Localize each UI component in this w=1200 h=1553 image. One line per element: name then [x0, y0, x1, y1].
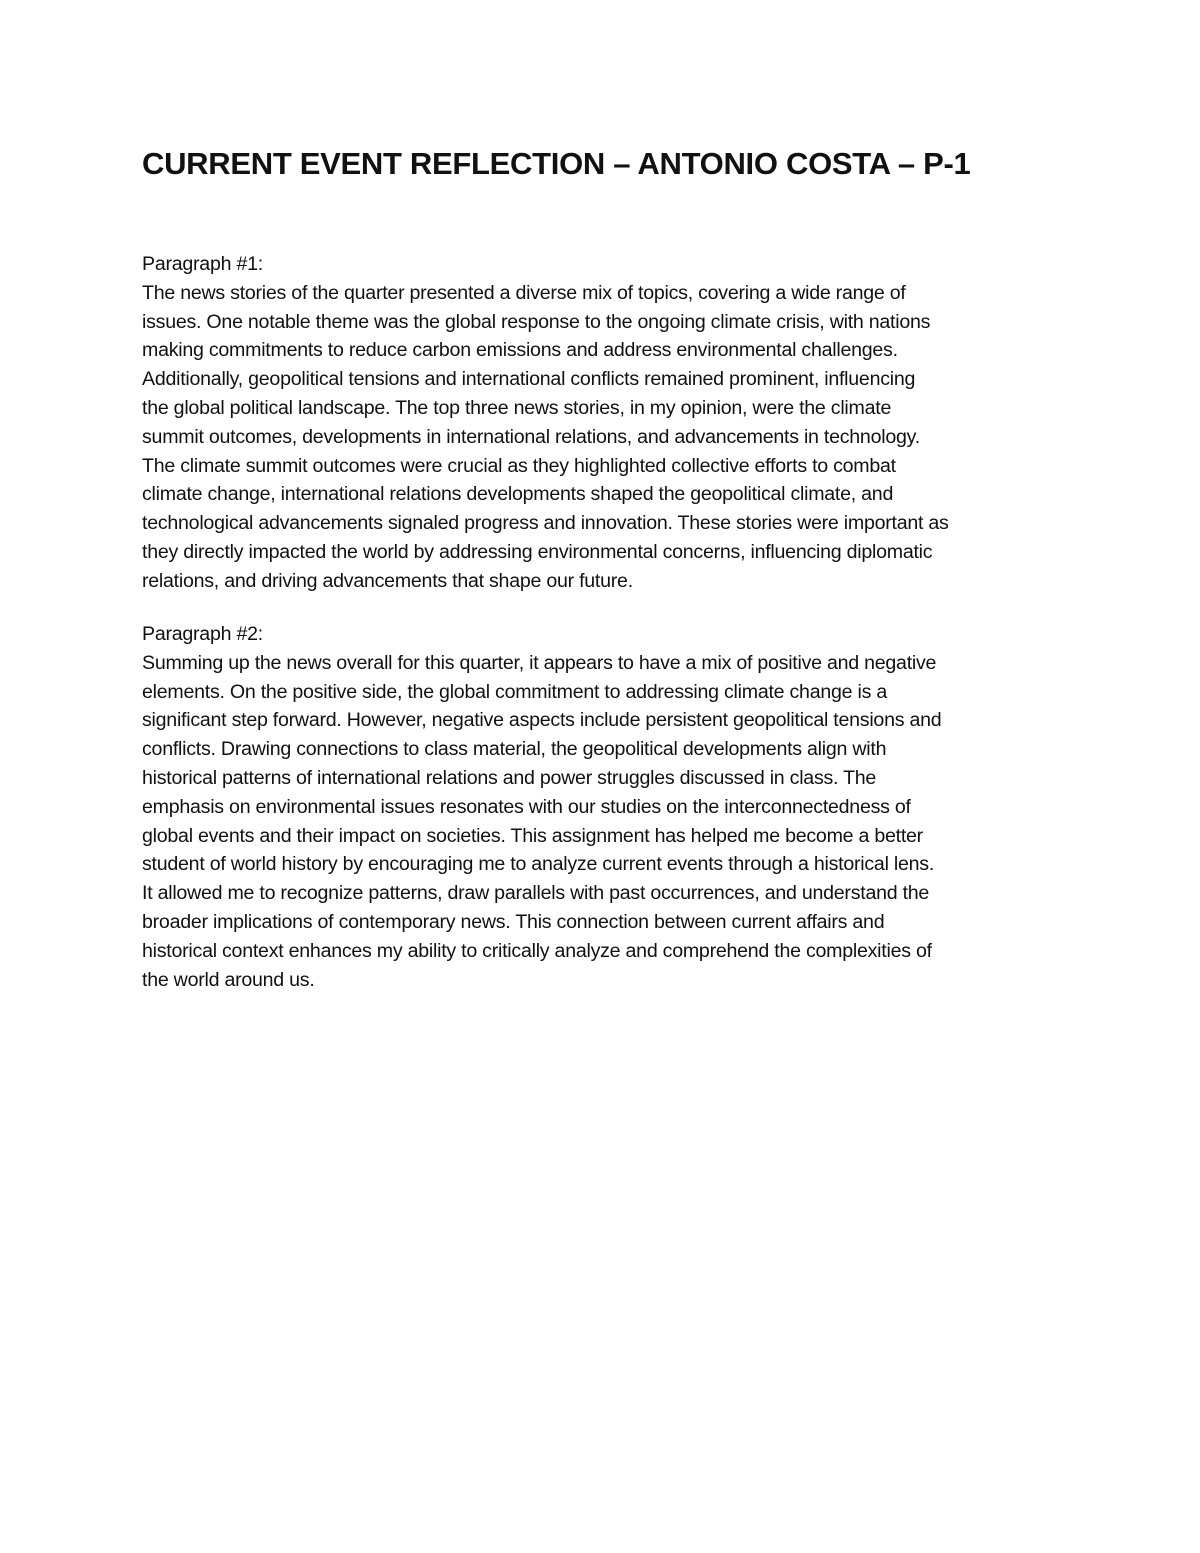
paragraph-2 — [142, 620, 1072, 994]
document-title: CURRENT EVENT REFLECTION – ANTONIO COSTA – P-1 — [142, 146, 971, 181]
paragraph-heading: Paragraph #2: — [142, 623, 263, 645]
paragraph-line: technological advancements signaled progress and innovation. These stories were important as — [142, 512, 949, 535]
paragraph-line: relations, and driving advancements that shape our future. — [142, 569, 633, 592]
paragraph-line: elements. On the positive side, the global commitment to addressing climate change is a — [142, 680, 887, 703]
paragraph-line: the global political landscape. The top three news stories, in my opinion, were the climate — [142, 396, 892, 419]
paragraph-heading: Paragraph #1: — [142, 253, 263, 275]
paragraph-line: Summing up the news overall for this quarter, it appears to have a mix of positive and negative — [142, 651, 937, 674]
paragraph-line: global events and their impact on societies. This assignment has helped me become a better — [142, 824, 923, 847]
paragraph-line: Additionally, geopolitical tensions and international conflicts remained prominent, influencing — [142, 368, 916, 391]
paragraph-line: student of world history by encouraging me to analyze current events through a historical lens. — [142, 853, 935, 876]
paragraph-line: emphasis on environmental issues resonates with our studies on the interconnectedness of — [142, 795, 911, 818]
paragraph-line: historical patterns of international relations and power struggles discussed in class. The — [142, 766, 877, 789]
paragraph-1 — [142, 250, 1072, 596]
paragraph-line: the world around us. — [142, 968, 315, 991]
paragraph-line: significant step forward. However, negative aspects include persistent geopolitical tensions and — [142, 709, 942, 732]
paragraph-line: summit outcomes, developments in international relations, and advancements in technology. — [142, 425, 920, 448]
paragraph-line: The news stories of the quarter presented a diverse mix of topics, covering a wide range of — [142, 281, 906, 304]
paragraph-line: issues. One notable theme was the global response to the ongoing climate crisis, with nations — [142, 310, 931, 333]
paragraph-line: making commitments to reduce carbon emissions and address environmental challenges. — [142, 339, 898, 362]
paragraph-line: climate change, international relations developments shaped the geopolitical climate, and — [142, 483, 894, 506]
paragraph-line: historical context enhances my ability to critically analyze and comprehend the complexities of — [142, 939, 932, 962]
paragraph-line: broader implications of contemporary news. This connection between current affairs and — [142, 910, 885, 933]
paragraph-line: It allowed me to recognize patterns, draw parallels with past occurrences, and understand the — [142, 882, 930, 905]
paragraph-line: they directly impacted the world by addressing environmental concerns, influencing diplomatic — [142, 540, 933, 563]
paragraph-line: conflicts. Drawing connections to class material, the geopolitical developments align with — [142, 738, 887, 761]
paragraph-line: The climate summit outcomes were crucial as they highlighted collective efforts to combat — [142, 454, 896, 477]
